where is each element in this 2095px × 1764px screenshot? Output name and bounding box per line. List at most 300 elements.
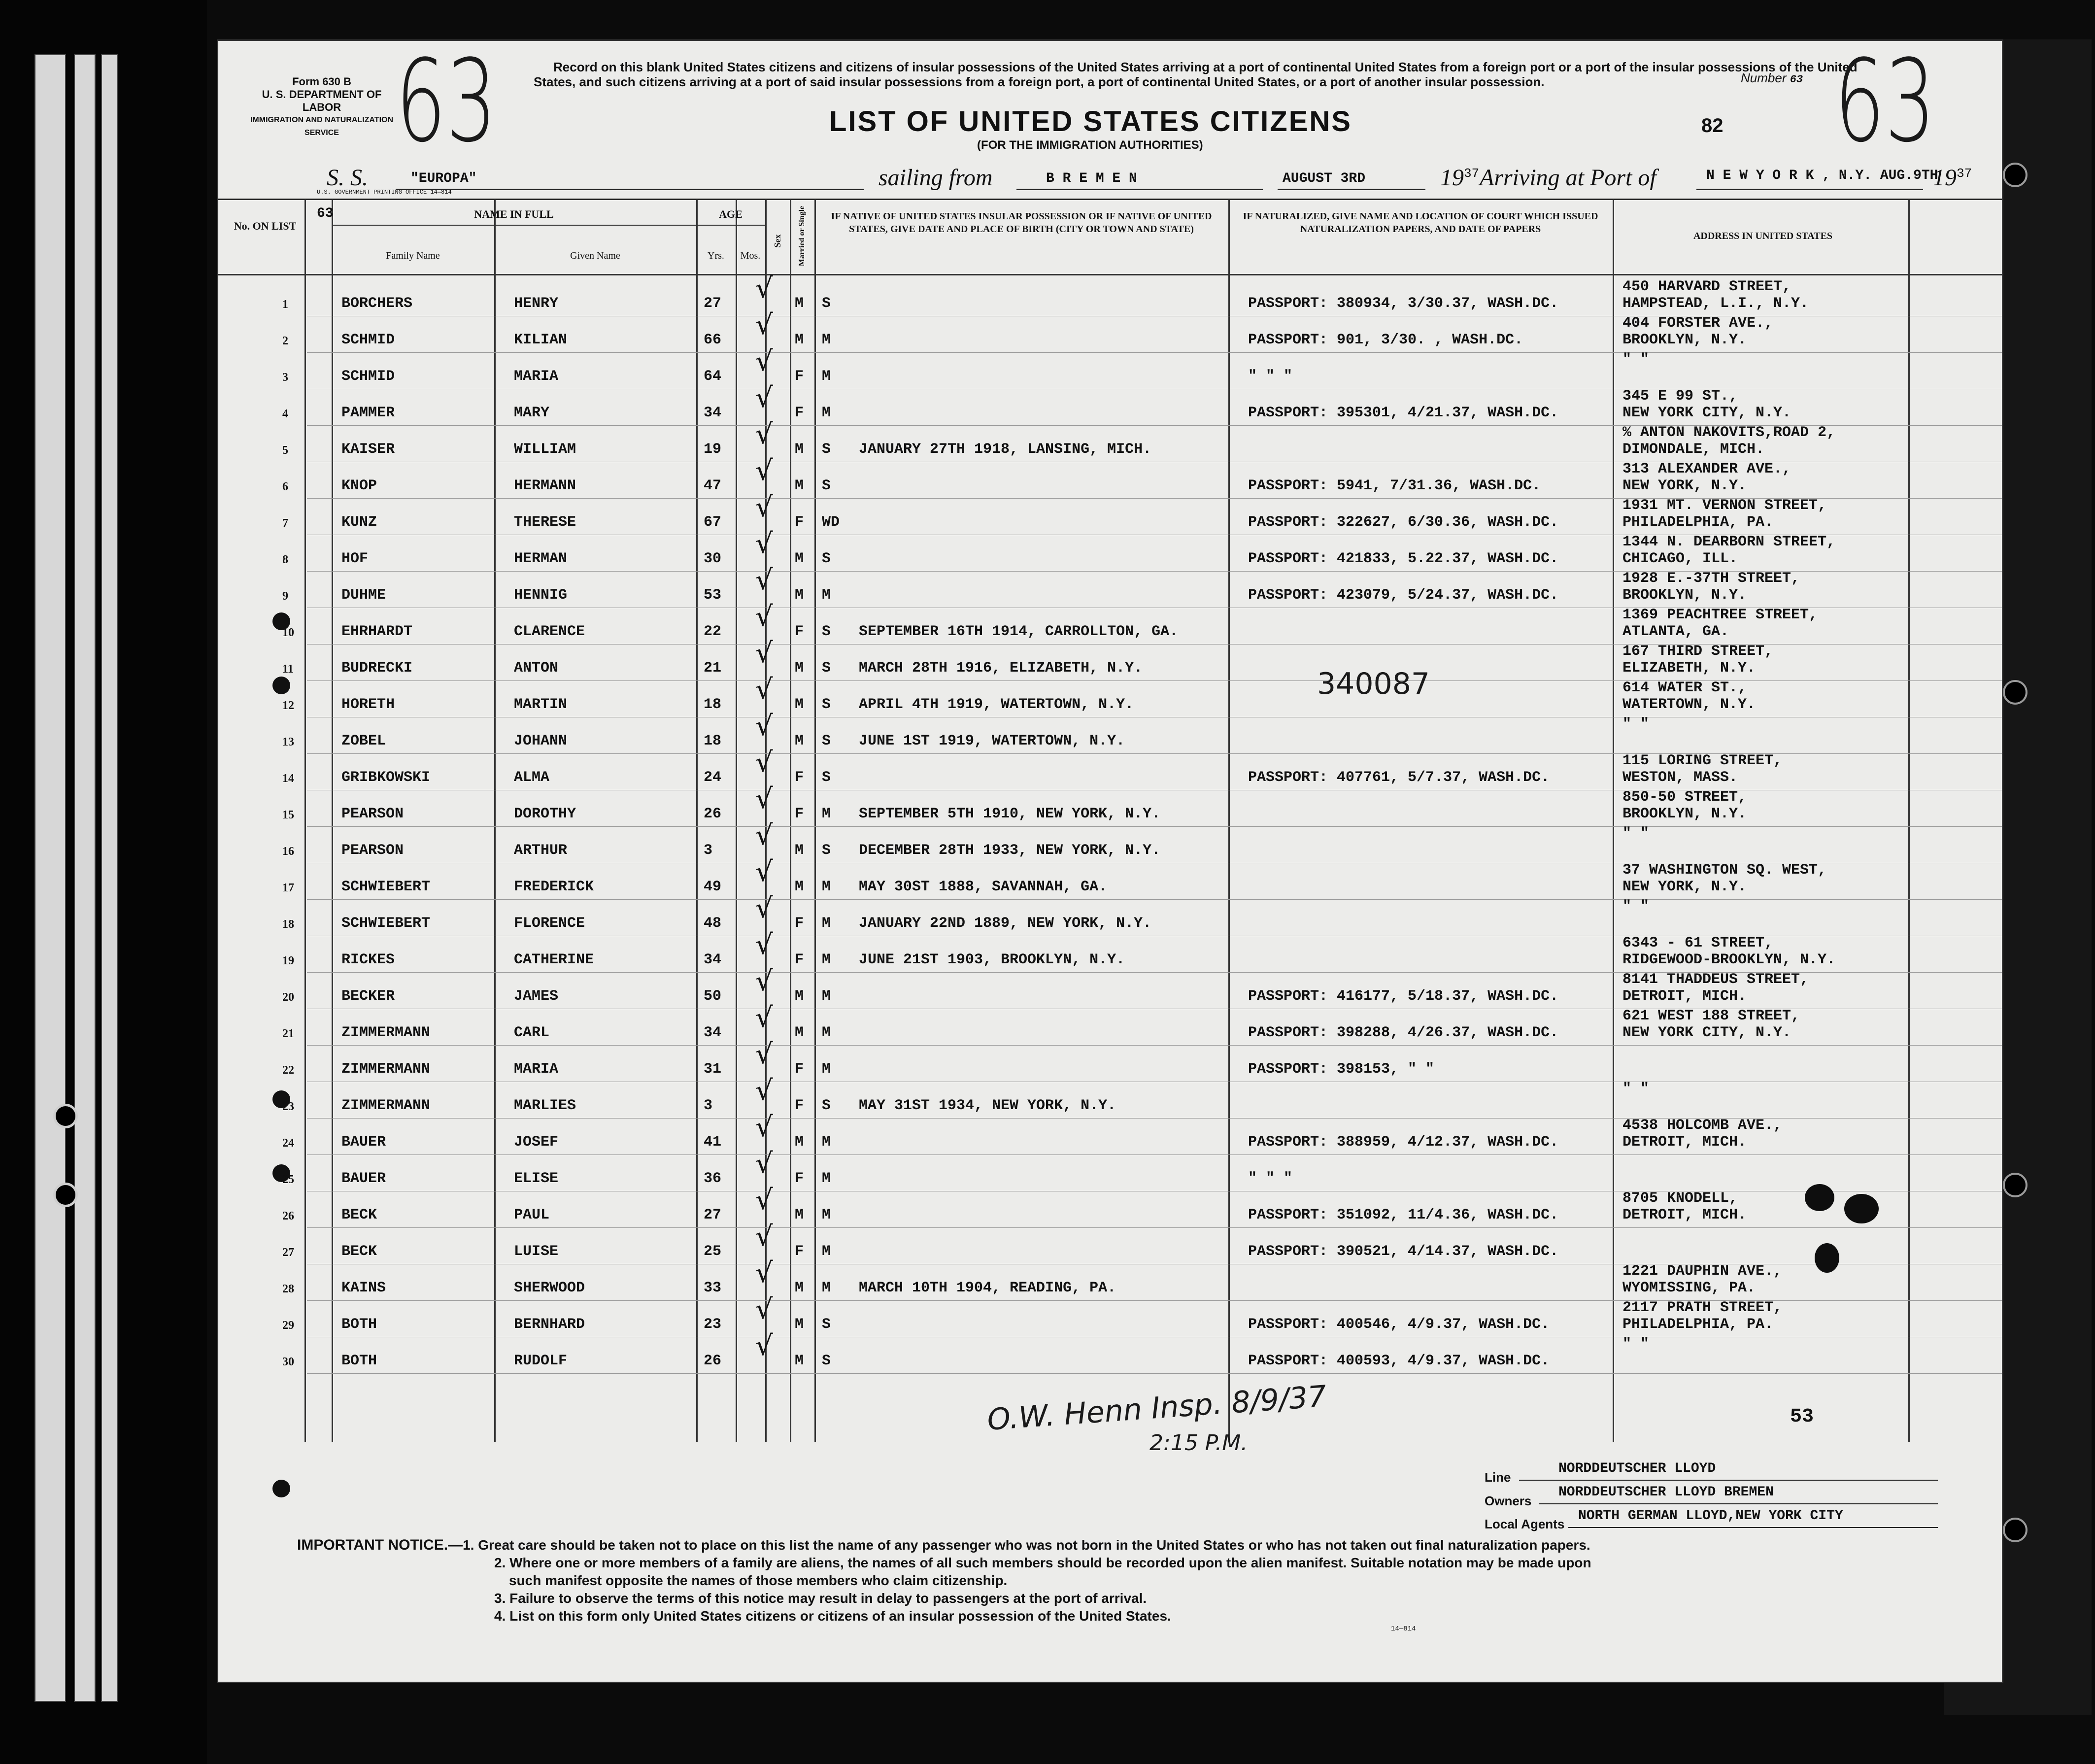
owners-label: Owners	[1485, 1493, 1532, 1508]
check-mark-icon: √	[755, 637, 773, 669]
given-name: SHERWOOD	[514, 1280, 585, 1296]
check-mark-icon: √	[755, 309, 773, 341]
check-mark-icon: √	[755, 418, 773, 450]
birth-details: MAY 31ST 1934, NEW YORK, N.Y.	[859, 1097, 1116, 1114]
table-row	[218, 892, 2002, 938]
address-line-2: CHICAGO, ILL.	[1622, 550, 1738, 567]
header-divider	[218, 274, 2002, 275]
ink-blot	[1805, 1184, 1834, 1211]
table-row	[218, 491, 2002, 537]
marital-status: M	[822, 988, 831, 1005]
given-name: FREDERICK	[514, 879, 594, 895]
birth-details: SEPTEMBER 5TH 1910, NEW YORK, N.Y.	[859, 806, 1161, 822]
family-name: BECK	[341, 1243, 377, 1260]
table-row	[218, 1148, 2002, 1193]
naturalization-papers: PASSPORT: 5941, 7/31.36, WASH.DC.	[1248, 477, 1541, 494]
naturalization-papers: PASSPORT: 901, 3/30. , WASH.DC.	[1248, 332, 1523, 348]
family-name: PEARSON	[341, 842, 404, 859]
sex: M	[795, 1134, 804, 1151]
sex: M	[795, 1316, 804, 1333]
address-line-1: 115 LORING STREET,	[1622, 752, 1783, 769]
arriving-port: N E W Y O R K , N.Y. AUG.9TH	[1706, 168, 1938, 183]
sex: M	[795, 441, 804, 458]
family-name: ZOBEL	[341, 733, 386, 749]
naturalization-papers: PASSPORT: 398153, " "	[1248, 1061, 1435, 1078]
address-line-1: " "	[1622, 898, 1650, 915]
address-line-2: ELIZABETH, N.Y.	[1622, 660, 1756, 677]
name-subdivider	[332, 225, 696, 226]
record-instructions: Record on this blank United States citizens and citizens of insular possessions of the United States arriving at a port of continental United States from a foreign port or a port of the insular possessions of the United States, and such citizens arriving at a port of said insular possessions from a foreign port, a port of continental United States, or a port of another insular possession.	[534, 60, 1858, 89]
address-line-1: 8141 THADDEUS STREET,	[1622, 971, 1809, 988]
table-row	[218, 965, 2002, 1011]
naturalization-papers: PASSPORT: 322627, 6/30.36, WASH.DC.	[1248, 514, 1559, 531]
address-line-1: 1221 DAUPHIN AVE.,	[1622, 1263, 1783, 1280]
age-years: 26	[704, 1353, 722, 1369]
marital-status: S	[822, 623, 831, 640]
address-line-1: 37 WASHINGTON SQ. WEST,	[1622, 862, 1827, 879]
address-line-1: 621 WEST 188 STREET,	[1622, 1008, 1800, 1024]
address-line-1: 4538 HOLCOMB AVE.,	[1622, 1117, 1783, 1134]
family-name: EHRHARDT	[341, 623, 413, 640]
given-name: MARIA	[514, 1061, 559, 1078]
marital-status: M	[822, 1280, 831, 1296]
row-divider	[307, 899, 2002, 900]
family-name: BECKER	[341, 988, 395, 1005]
sex: M	[795, 477, 804, 494]
age-years: 18	[704, 733, 722, 749]
sex: F	[795, 769, 804, 786]
age-years: 23	[704, 1316, 722, 1333]
marital-status: S	[822, 1316, 831, 1333]
naturalization-papers: PASSPORT: 421833, 5.22.37, WASH.DC.	[1248, 550, 1559, 567]
marital-status: M	[822, 1061, 831, 1078]
birth-details: MARCH 28TH 1916, ELIZABETH, N.Y.	[859, 660, 1143, 677]
check-mark-icon: √	[755, 491, 773, 523]
page-number: 82	[1701, 115, 1723, 136]
agents-label: Local Agents	[1485, 1517, 1565, 1531]
address-line-2: NEW YORK, N.Y.	[1622, 477, 1747, 494]
table-row	[218, 1002, 2002, 1047]
row-number: 26	[282, 1210, 294, 1222]
binder-strip	[101, 54, 118, 1702]
binder-strip	[34, 54, 66, 1702]
given-name: CATHERINE	[514, 951, 594, 968]
sex: F	[795, 915, 804, 932]
check-mark-icon: √	[755, 1293, 773, 1325]
address-line-1: 1369 PEACHTREE STREET,	[1622, 607, 1818, 623]
row-number: 23	[282, 1100, 294, 1113]
inspection-time: 2:15 P.M.	[1149, 1430, 1248, 1456]
table-row	[218, 637, 2002, 682]
check-mark-icon: √	[755, 892, 773, 924]
table-row	[218, 1257, 2002, 1302]
given-name: PAUL	[514, 1207, 550, 1223]
given-name: HENNIG	[514, 587, 568, 604]
marital-status: M	[822, 368, 831, 385]
passenger-table	[218, 199, 2002, 1442]
age-years: 48	[704, 915, 722, 932]
given-name: THERESE	[514, 514, 576, 531]
birth-details: SEPTEMBER 16TH 1914, CARROLLTON, GA.	[859, 623, 1179, 640]
given-name: MARIA	[514, 368, 559, 385]
address-line-1: " "	[1622, 716, 1650, 733]
age-years: 3	[704, 1097, 713, 1114]
naturalization-papers: PASSPORT: 390521, 4/14.37, WASH.DC.	[1248, 1243, 1559, 1260]
family-name: BOTH	[341, 1353, 377, 1369]
age-years: 64	[704, 368, 722, 385]
line-value: NORDDEUTSCHER LLOYD	[1558, 1461, 1716, 1476]
birth-details: JUNE 1ST 1919, WATERTOWN, N.Y.	[859, 733, 1125, 749]
age-years: 53	[704, 587, 722, 604]
arriving-year	[1933, 164, 1972, 191]
service-name: IMMIGRATION AND NATURALIZATION SERVICE	[250, 116, 394, 137]
agents-underline	[1568, 1527, 1938, 1528]
sex: F	[795, 951, 804, 968]
address-line-2: WYOMISSING, PA.	[1622, 1280, 1756, 1296]
check-mark-icon: √	[755, 1184, 773, 1216]
address-line-2: ATLANTA, GA.	[1622, 623, 1729, 640]
marital-status: M	[822, 405, 831, 421]
sailing-year	[1440, 164, 1479, 191]
naturalization-papers: PASSPORT: 423079, 5/24.37, WASH.DC.	[1248, 587, 1559, 604]
naturalization-papers: PASSPORT: 388959, 4/12.37, WASH.DC.	[1248, 1134, 1559, 1151]
sailing-from-port: B R E M E N	[1046, 171, 1137, 186]
marital-status: M	[822, 1207, 831, 1223]
row-divider	[307, 1227, 2002, 1228]
family-name: HOF	[341, 550, 369, 567]
sailing-from-label: sailing from	[879, 165, 993, 191]
handwritten-passport-number: 340087	[1317, 667, 1430, 701]
table-row	[218, 345, 2002, 391]
family-name: SCHMID	[341, 368, 395, 385]
age-years: 30	[704, 550, 722, 567]
marital-status: M	[822, 332, 831, 348]
table-row	[218, 309, 2002, 354]
arriving-port-line	[1696, 189, 1923, 190]
col-header-naturalized: IF NATURALIZED, GIVE NAME AND LOCATION OF COURT WHICH ISSUED NATURALIZATION PAPERS, AND DATE OF PAPERS	[1243, 211, 1598, 235]
row-number: 22	[282, 1064, 294, 1077]
family-name: BORCHERS	[341, 295, 413, 312]
arriving-year-prefix: 19	[1933, 165, 1957, 191]
sex: F	[795, 1061, 804, 1078]
row-number: 20	[282, 991, 294, 1004]
sex: F	[795, 1097, 804, 1114]
family-name: ZIMMERMANN	[341, 1061, 431, 1078]
given-name: FLORENCE	[514, 915, 585, 932]
row-divider	[307, 1373, 2002, 1374]
birth-details: MAY 30ST 1888, SAVANNAH, GA.	[859, 879, 1108, 895]
print-code: 14—814	[1391, 1625, 1416, 1633]
notice-item-1: 1. Great care should be taken not to place on this list the name of any passenger who was not born in the United States or who has not taken out final naturalization papers.	[463, 1537, 1590, 1553]
binder-hole	[2003, 1173, 2027, 1197]
sex: F	[795, 405, 804, 421]
address-line-1: " "	[1622, 351, 1650, 368]
marital-status: S	[822, 733, 831, 749]
address-line-2: NEW YORK, N.Y.	[1622, 879, 1747, 895]
number-value: 63	[1790, 73, 1803, 86]
age-years: 27	[704, 1207, 722, 1223]
given-name: ANTON	[514, 660, 559, 677]
row-divider	[307, 680, 2002, 681]
given-name: MARTIN	[514, 696, 568, 713]
given-name: MARLIES	[514, 1097, 576, 1114]
age-years: 66	[704, 332, 722, 348]
marital-status: WD	[822, 514, 840, 531]
address-line-1: 313 ALEXANDER AVE.,	[1622, 461, 1791, 477]
given-name: HENRY	[514, 295, 559, 312]
table-row	[218, 455, 2002, 500]
table-row	[218, 1111, 2002, 1156]
address-line-1: 2117 PRATH STREET,	[1622, 1299, 1783, 1316]
marital-status: M	[822, 806, 831, 822]
age-years: 67	[704, 514, 722, 531]
family-name: RICKES	[341, 951, 395, 968]
row-number: 7	[282, 517, 288, 530]
table-row	[218, 746, 2002, 792]
year-suffix: 37	[1464, 166, 1480, 181]
row-number: 9	[282, 590, 288, 603]
sex: F	[795, 623, 804, 640]
marital-status: S	[822, 477, 831, 494]
address-line-1: " "	[1622, 1336, 1650, 1353]
age-years: 3	[704, 842, 713, 859]
age-years: 33	[704, 1280, 722, 1296]
check-mark-icon: √	[755, 1257, 773, 1289]
ink-blot	[1815, 1243, 1839, 1273]
naturalization-papers: PASSPORT: 416177, 5/18.37, WASH.DC.	[1248, 988, 1559, 1005]
marital-status: M	[822, 1134, 831, 1151]
address-line-1: % ANTON NAKOVITS,ROAD 2,	[1622, 424, 1836, 441]
family-name: BUDRECKI	[341, 660, 413, 677]
row-number: 14	[282, 772, 294, 785]
important-notice	[297, 1536, 1923, 1625]
naturalization-papers: " " "	[1248, 368, 1293, 385]
marital-status: M	[822, 1243, 831, 1260]
address-line-2: PHILADELPHIA, PA.	[1622, 1316, 1774, 1333]
given-name: ELISE	[514, 1170, 559, 1187]
family-name: GRIBKOWSKI	[341, 769, 431, 786]
check-mark-icon: √	[755, 1111, 773, 1143]
table-row	[218, 418, 2002, 464]
age-years: 34	[704, 951, 722, 968]
sex: M	[795, 733, 804, 749]
address-line-2: RIDGEWOOD-BROOKLYN, N.Y.	[1622, 951, 1836, 968]
row-divider	[307, 826, 2002, 827]
sex: M	[795, 1353, 804, 1369]
sex: M	[795, 1280, 804, 1296]
family-name: KUNZ	[341, 514, 377, 531]
marital-status: S	[822, 1353, 831, 1369]
check-mark-icon: √	[755, 819, 773, 851]
page-count: 53	[1790, 1406, 1814, 1428]
line-label: Line	[1485, 1470, 1511, 1485]
address-line-1: 167 THIRD STREET,	[1622, 643, 1774, 660]
birth-details: JUNE 21ST 1903, BROOKLYN, N.Y.	[859, 951, 1125, 968]
row-number: 16	[282, 845, 294, 858]
number-label: Number	[1741, 70, 1787, 85]
check-mark-icon: √	[755, 1075, 773, 1107]
ship-prefix: S. S.	[327, 165, 368, 191]
col-header-sex: Sex	[773, 234, 782, 248]
age-years: 49	[704, 879, 722, 895]
sex: M	[795, 550, 804, 567]
marital-status: S	[822, 295, 831, 312]
page-title: LIST OF UNITED STATES CITIZENS	[829, 105, 1352, 137]
age-years: 47	[704, 477, 722, 494]
address-line-2: DIMONDALE, MICH.	[1622, 441, 1765, 458]
notice-item-4: 4. List on this form only United States citizens or citizens of an insular possession of the United States.	[494, 1608, 1171, 1624]
sex: M	[795, 1207, 804, 1223]
check-mark-icon: √	[755, 674, 773, 706]
notice-item-2a: 2. Where one or more members of a family are aliens, the names of all such members should be recorded upon the alien manifest. Suitable notation may be made upon	[494, 1555, 1591, 1570]
col-header-no: No. ON LIST	[234, 220, 297, 232]
check-mark-icon: √	[755, 345, 773, 377]
arriving-label: Arriving at Port of	[1480, 165, 1656, 191]
age-years: 34	[704, 1024, 722, 1041]
notice-item-3: 3. Failure to observe the terms of this notice may result in delay to passengers at the port of arrival.	[494, 1591, 1147, 1606]
col-header-married: Married or Single	[798, 205, 806, 267]
col-header-mos: Mos.	[740, 250, 761, 261]
sailing-date-line	[1278, 189, 1425, 190]
address-line-1: 345 E 99 ST.,	[1622, 388, 1738, 405]
address-line-1: 8705 KNODELL,	[1622, 1190, 1738, 1207]
address-line-1: 6343 - 61 STREET,	[1622, 935, 1774, 951]
check-mark-icon: √	[755, 746, 773, 779]
row-number: 12	[282, 699, 294, 712]
address-line-2: BROOKLYN, N.Y.	[1622, 587, 1747, 604]
check-mark-icon: √	[755, 929, 773, 961]
address-line-1: " "	[1622, 1081, 1650, 1097]
table-row	[218, 528, 2002, 573]
row-number: 5	[282, 444, 288, 457]
check-mark-icon: √	[755, 856, 773, 888]
family-name: KNOP	[341, 477, 377, 494]
table-row	[218, 601, 2002, 646]
punch-hole	[272, 1480, 290, 1497]
address-line-1: 850-50 STREET,	[1622, 789, 1747, 806]
age-years: 21	[704, 660, 722, 677]
check-mark-icon: √	[755, 601, 773, 633]
check-mark-icon: √	[755, 710, 773, 742]
table-row	[218, 1221, 2002, 1266]
row-number: 19	[282, 954, 294, 967]
marital-status: M	[822, 951, 831, 968]
family-name: KAINS	[341, 1280, 386, 1296]
form-number: Form 630 B	[292, 75, 351, 88]
row-number: 28	[282, 1283, 294, 1295]
check-mark-icon: √	[755, 1148, 773, 1180]
marital-status: S	[822, 441, 831, 458]
given-name: WILLIAM	[514, 441, 576, 458]
address-line-1: 614 WATER ST.,	[1622, 679, 1747, 696]
address-line-2: DETROIT, MICH.	[1622, 1134, 1747, 1151]
binder-hole	[53, 1104, 78, 1128]
agents-value: NORTH GERMAN LLOYD,NEW YORK CITY	[1578, 1508, 1843, 1524]
family-name: BAUER	[341, 1170, 386, 1187]
sex: M	[795, 332, 804, 348]
age-years: 31	[704, 1061, 722, 1078]
marital-status: S	[822, 1097, 831, 1114]
family-name: KAISER	[341, 441, 395, 458]
age-years: 25	[704, 1243, 722, 1260]
row-divider	[307, 352, 2002, 353]
naturalization-papers: PASSPORT: 380934, 3/30.37, WASH.DC.	[1248, 295, 1559, 312]
birth-details: JANUARY 22ND 1889, NEW YORK, N.Y.	[859, 915, 1152, 932]
marital-status: S	[822, 660, 831, 677]
col-header-age: AGE	[719, 208, 743, 220]
table-row	[218, 710, 2002, 755]
marital-status: M	[822, 1024, 831, 1041]
row-divider	[307, 1154, 2002, 1155]
address-line-2: NEW YORK CITY, N.Y.	[1622, 405, 1791, 421]
notice-heading: IMPORTANT NOTICE.—	[297, 1537, 463, 1553]
sex: M	[795, 696, 804, 713]
naturalization-papers: PASSPORT: 398288, 4/26.37, WASH.DC.	[1248, 1024, 1559, 1041]
family-name: BOTH	[341, 1316, 377, 1333]
row-number: 17	[282, 882, 294, 894]
age-years: 27	[704, 295, 722, 312]
row-number: 21	[282, 1027, 294, 1040]
binder-hole	[2003, 680, 2027, 705]
sex: M	[795, 988, 804, 1005]
table-row	[218, 1075, 2002, 1120]
given-name: CLARENCE	[514, 623, 585, 640]
given-name: KILIAN	[514, 332, 568, 348]
table-row	[218, 783, 2002, 828]
address-line-2: BROOKLYN, N.Y.	[1622, 332, 1747, 348]
address-line-2: NEW YORK CITY, N.Y.	[1622, 1024, 1791, 1041]
handwritten-list-number-left: 63	[396, 36, 497, 168]
binder-strip	[74, 54, 96, 1702]
given-name: MARY	[514, 405, 550, 421]
given-name: BERNHARD	[514, 1316, 585, 1333]
row-number: 6	[282, 480, 288, 493]
binder-hole	[2003, 1518, 2027, 1542]
col-header-address: ADDRESS IN UNITED STATES	[1693, 231, 1833, 241]
age-years: 18	[704, 696, 722, 713]
year-prefix: 19	[1440, 165, 1464, 191]
age-years: 22	[704, 623, 722, 640]
family-name: PAMMER	[341, 405, 395, 421]
sex: F	[795, 806, 804, 822]
marital-status: M	[822, 915, 831, 932]
given-name: JOHANN	[514, 733, 568, 749]
check-mark-icon: √	[755, 528, 773, 560]
family-name: DUHME	[341, 587, 386, 604]
check-mark-icon: √	[755, 455, 773, 487]
family-name: ZIMMERMANN	[341, 1097, 431, 1114]
col-header-family: Family Name	[386, 250, 440, 261]
table-row	[218, 929, 2002, 974]
table-row	[218, 564, 2002, 610]
row-number: 29	[282, 1319, 294, 1332]
check-mark-icon: √	[755, 382, 773, 414]
address-line-1: " "	[1622, 825, 1650, 842]
naturalization-papers: PASSPORT: 395301, 4/21.37, WASH.DC.	[1248, 405, 1559, 421]
table-row	[218, 1293, 2002, 1339]
check-mark-icon: √	[755, 272, 773, 305]
ink-blot	[1844, 1194, 1879, 1223]
owners-underline	[1539, 1503, 1938, 1504]
row-number: 18	[282, 918, 294, 931]
manifest-page	[217, 36, 2003, 1683]
naturalization-papers: " " "	[1248, 1170, 1293, 1187]
age-subdivider	[696, 225, 765, 226]
col-header-native: IF NATIVE OF UNITED STATES INSULAR POSSESSION OR IF NATIVE OF UNITED STATES, GIVE DATE AND PLACE OF BIRTH (CITY OR TOWN AND STATE)	[831, 211, 1212, 235]
sex: F	[795, 1170, 804, 1187]
sex: M	[795, 587, 804, 604]
table-row	[218, 1184, 2002, 1229]
